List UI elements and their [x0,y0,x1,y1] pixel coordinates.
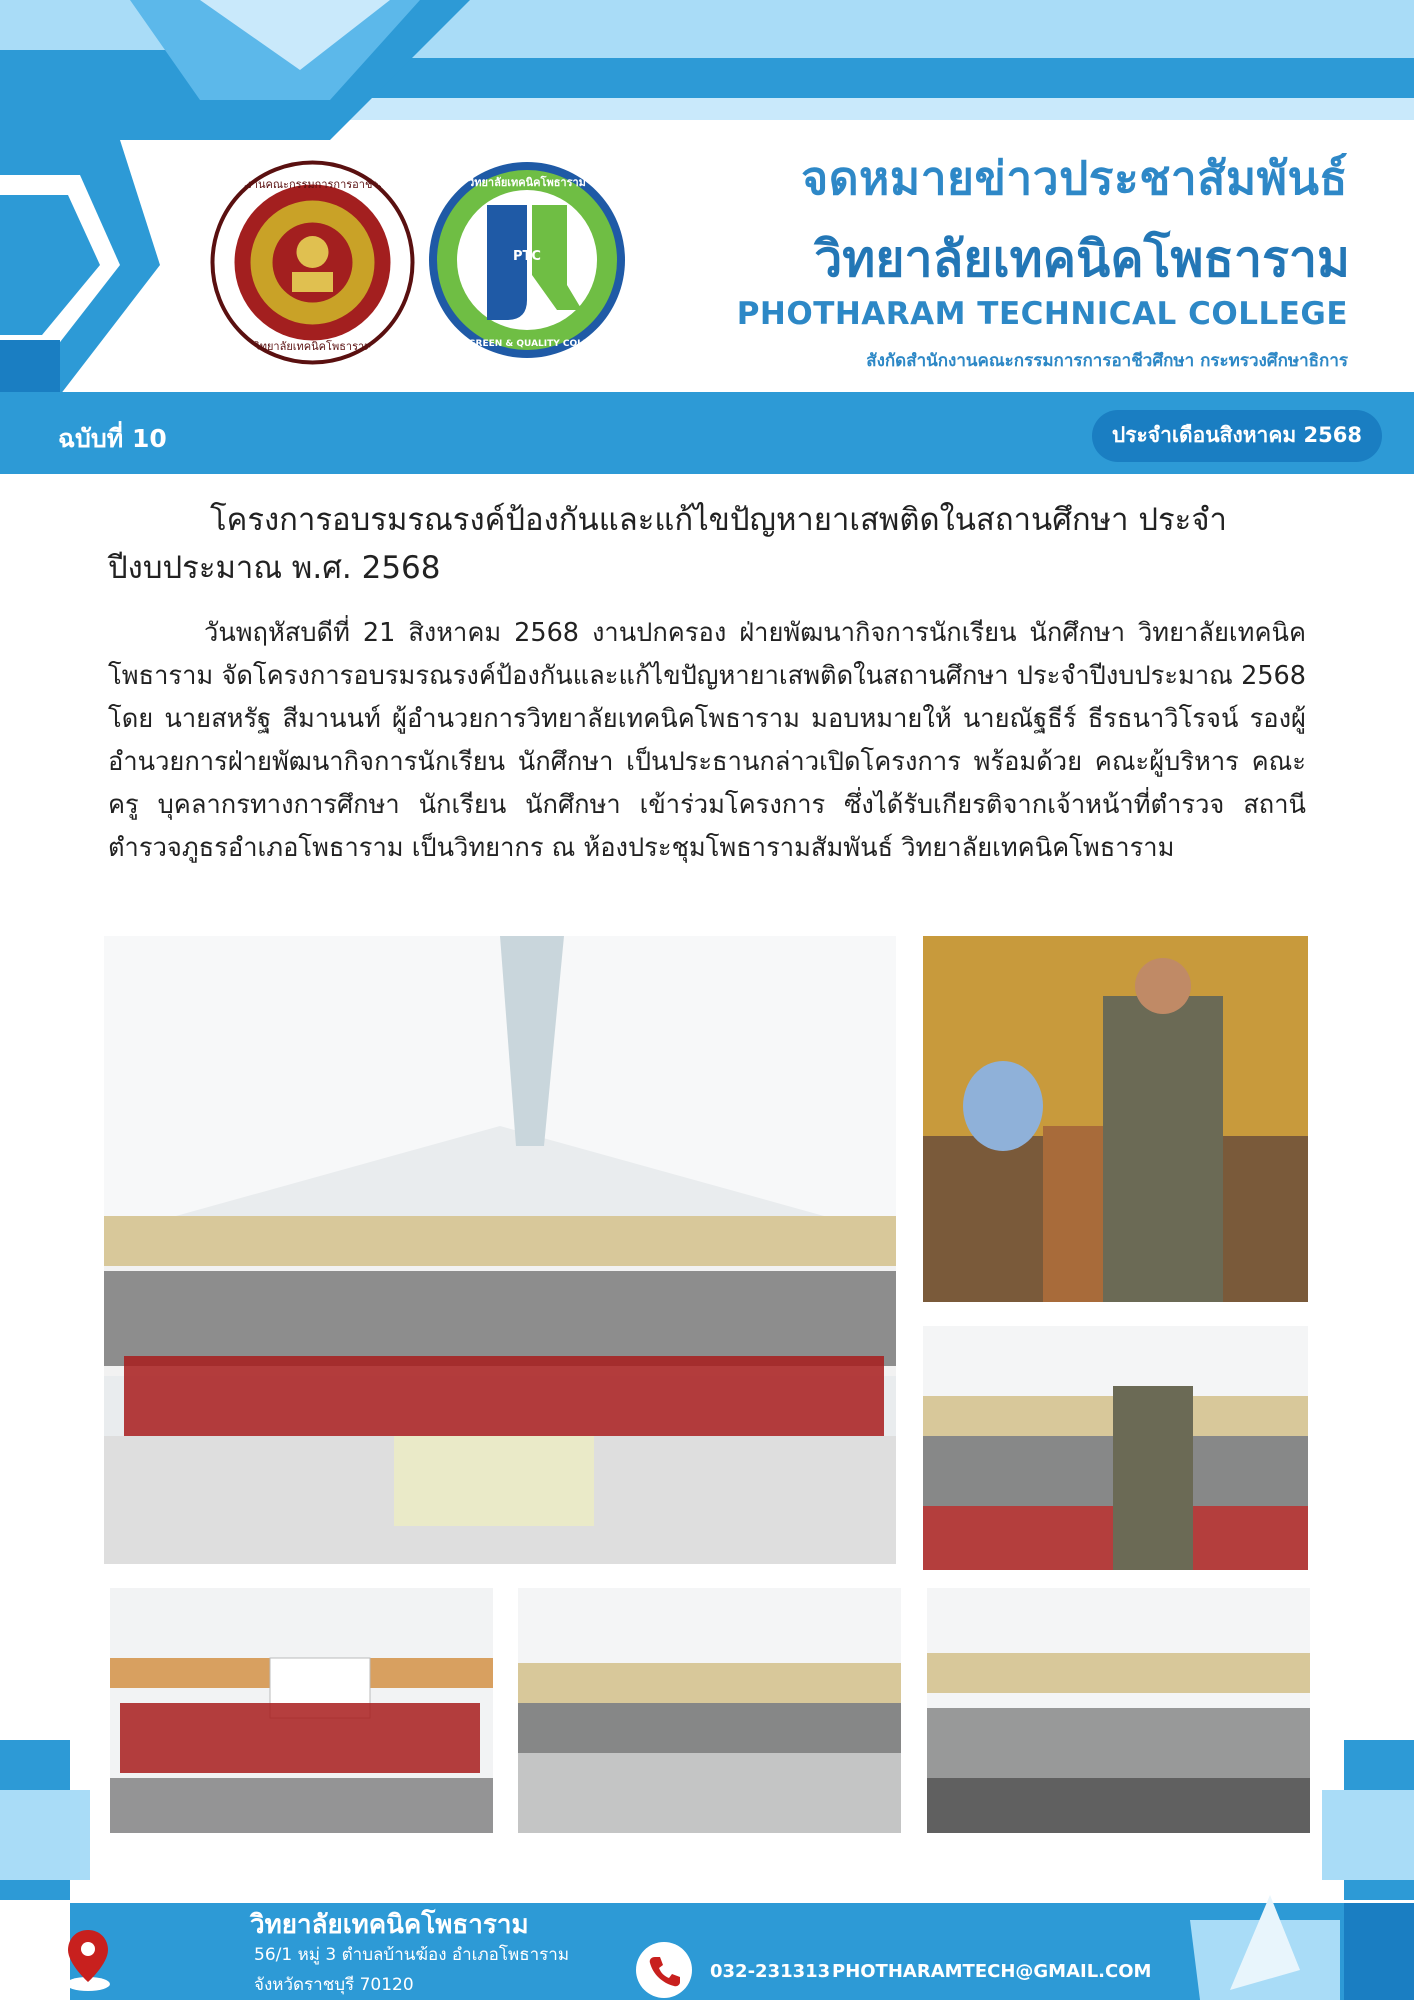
ptc-logo-text-bottom: PTC GREEN & QUALITY COLLEGE [445,339,609,349]
footer-college-name: วิทยาลัยเทคนิคโพธาราม [250,1910,529,1940]
footer-address-line2: จังหวัดราชบุรี 70120 [254,1975,414,1995]
footer-phone[interactable]: 032-231313 [710,1961,831,1982]
newsletter-title: จดหมายข่าวประชาสัมพันธ์ [801,151,1348,205]
ptc-logo [427,160,627,360]
ovec-logo-text-bottom: วิทยาลัยเทคนิคโพธาราม [253,340,372,353]
footer-email[interactable]: PHOTHARAMTECH@GMAIL.COM [832,1961,1152,1982]
ovec-logo [210,160,415,365]
phone-icon [636,1942,692,1998]
issue-month-badge: ประจำเดือนสิงหาคม 2568 [1092,410,1382,462]
photo-group-crossed-arms [104,936,896,1564]
article-headline-text: โครงการอบรมรณรงค์ป้องกันและแก้ไขปัญหายาเสพติดในสถานศึกษา ประจำปีงบประมาณ พ.ศ. 2568 [108,502,1227,586]
photo-police-with-students [923,1326,1308,1570]
footer-address-line1: 56/1 หมู่ 3 ตำบลบ้านฆ้อง อำเภอโพธาราม [254,1945,570,1965]
issue-number: ฉบับที่ 10 [58,424,167,453]
affiliation-subtitle: สังกัดสำนักงานคณะกรรมการการอาชีวศึกษา กระทรวงศึกษาธิการ [866,351,1348,371]
footer-background [0,1740,1414,2000]
article-body [108,612,1306,870]
article-headline [108,496,1308,592]
map-pin-icon [64,1928,112,1992]
photo-police-speaker-podium [923,936,1308,1302]
college-name-thai: วิทยาลัยเทคนิคโพธาราม [814,230,1350,288]
article-body-text: วันพฤหัสบดีที่ 21 สิงหาคม 2568 งานปกครอง ฝ่ายพัฒนากิจการนักเรียน นักศึกษา วิทยาลัยเทคนิคโพธาราม จัดโครงการอบรมรณรงค์ป้องกันและแก้ไขปัญหายาเสพติดในสถานศึกษา ประจำปีงบประมาณ 2568 โดย นายสหรัฐ สีมานนท์ ผู้อำนวยการวิทยาลัยเทคนิคโพธาราม มอบหมายให้ นายณัฐธีร์ ธีรธนาวิโรจน์ รองผู้อำนวยการฝ่ายพัฒนากิจการนักเรียน นักศึกษา เป็นประธานกล่าวเปิดโครงการ พร้อมด้วย คณะผู้บริหาร คณะครู บุคลากรทางการศึกษา นักเรียน นักศึกษา เข้าร่วมโครงการ ซึ่งได้รับเกียรติจากเจ้าหน้าที่ตำรวจ สถานีตำรวจภูธรอำเภอโพธาราม เป็นวิทยากร ณ ห้องประชุมโพธารามสัมพันธ์ วิทยาลัยเทคนิคโพธาราม [108,618,1306,863]
ovec-logo-text-top: สำนักงานคณะกรรมการการอาชีวศึกษา [219,178,406,191]
ptc-logo-mark: PTC [513,249,541,264]
ptc-logo-text-top: วิทยาลัยเทคนิคโพธาราม [468,176,586,189]
college-name-english: PHOTHARAM TECHNICAL COLLEGE [736,296,1348,332]
